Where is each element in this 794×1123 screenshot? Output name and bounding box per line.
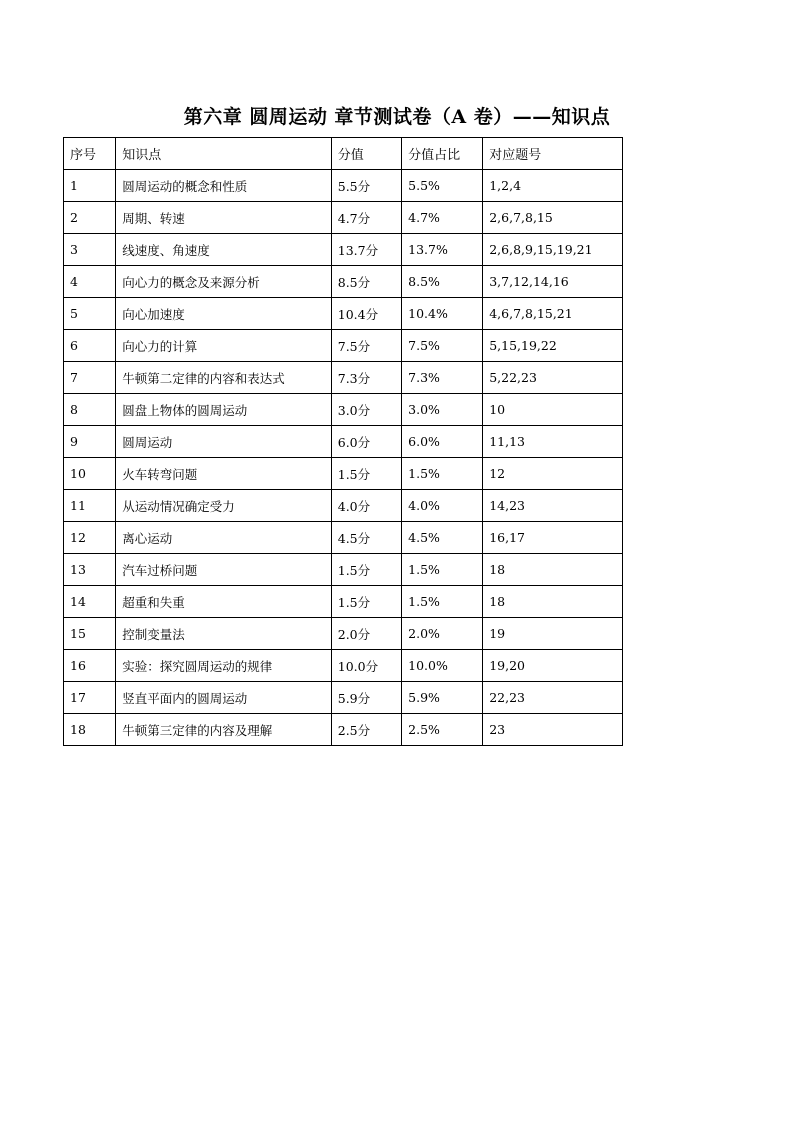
table-row bbox=[64, 682, 623, 714]
header-score-ratio: 分值占比 bbox=[402, 138, 483, 170]
cell-score-ratio: 10.0% bbox=[402, 650, 483, 682]
cell-question-numbers: 19 bbox=[483, 618, 623, 650]
cell-score: 1.5分 bbox=[331, 586, 401, 618]
header-question-numbers: 对应题号 bbox=[483, 138, 623, 170]
table-row bbox=[64, 170, 623, 202]
cell-question-numbers: 16,17 bbox=[483, 522, 623, 554]
cell-score: 3.0分 bbox=[331, 394, 401, 426]
cell-knowledge-point: 汽车过桥问题 bbox=[116, 554, 331, 586]
cell-question-numbers: 4,6,7,8,15,21 bbox=[483, 298, 623, 330]
cell-score-ratio: 4.5% bbox=[402, 522, 483, 554]
cell-seq: 3 bbox=[64, 234, 116, 266]
cell-seq: 17 bbox=[64, 682, 116, 714]
cell-question-numbers: 14,23 bbox=[483, 490, 623, 522]
cell-score-ratio: 6.0% bbox=[402, 426, 483, 458]
cell-score-ratio: 4.7% bbox=[402, 202, 483, 234]
cell-score-ratio: 5.5% bbox=[402, 170, 483, 202]
cell-knowledge-point: 火车转弯问题 bbox=[116, 458, 331, 490]
cell-seq: 5 bbox=[64, 298, 116, 330]
table-row bbox=[64, 234, 623, 266]
cell-knowledge-point: 控制变量法 bbox=[116, 618, 331, 650]
cell-question-numbers: 11,13 bbox=[483, 426, 623, 458]
table-row bbox=[64, 426, 623, 458]
cell-score: 10.0分 bbox=[331, 650, 401, 682]
table-row bbox=[64, 522, 623, 554]
cell-seq: 7 bbox=[64, 362, 116, 394]
cell-score-ratio: 1.5% bbox=[402, 554, 483, 586]
cell-score: 5.9分 bbox=[331, 682, 401, 714]
cell-seq: 16 bbox=[64, 650, 116, 682]
header-score: 分值 bbox=[331, 138, 401, 170]
cell-seq: 4 bbox=[64, 266, 116, 298]
cell-score: 7.5分 bbox=[331, 330, 401, 362]
cell-score: 5.5分 bbox=[331, 170, 401, 202]
cell-knowledge-point: 离心运动 bbox=[116, 522, 331, 554]
table-row bbox=[64, 330, 623, 362]
cell-score: 10.4分 bbox=[331, 298, 401, 330]
cell-seq: 12 bbox=[64, 522, 116, 554]
cell-knowledge-point: 线速度、角速度 bbox=[116, 234, 331, 266]
cell-score: 2.5分 bbox=[331, 714, 401, 746]
cell-question-numbers: 2,6,7,8,15 bbox=[483, 202, 623, 234]
cell-seq: 6 bbox=[64, 330, 116, 362]
cell-score: 7.3分 bbox=[331, 362, 401, 394]
cell-question-numbers: 19,20 bbox=[483, 650, 623, 682]
table-row bbox=[64, 618, 623, 650]
cell-seq: 8 bbox=[64, 394, 116, 426]
table-body bbox=[64, 170, 623, 746]
cell-knowledge-point: 向心力的概念及来源分析 bbox=[116, 266, 331, 298]
table-row bbox=[64, 202, 623, 234]
cell-score: 8.5分 bbox=[331, 266, 401, 298]
cell-knowledge-point: 竖直平面内的圆周运动 bbox=[116, 682, 331, 714]
cell-knowledge-point: 实验：探究圆周运动的规律 bbox=[116, 650, 331, 682]
table-row bbox=[64, 714, 623, 746]
cell-score: 4.5分 bbox=[331, 522, 401, 554]
cell-seq: 15 bbox=[64, 618, 116, 650]
cell-score-ratio: 10.4% bbox=[402, 298, 483, 330]
table-row bbox=[64, 490, 623, 522]
cell-score-ratio: 5.9% bbox=[402, 682, 483, 714]
table-row bbox=[64, 298, 623, 330]
cell-seq: 13 bbox=[64, 554, 116, 586]
page-title: 第六章 圆周运动 章节测试卷（A 卷）——知识点 bbox=[183, 106, 611, 128]
cell-score-ratio: 7.5% bbox=[402, 330, 483, 362]
table-row bbox=[64, 266, 623, 298]
cell-question-numbers: 18 bbox=[483, 586, 623, 618]
cell-score: 6.0分 bbox=[331, 426, 401, 458]
cell-knowledge-point: 牛顿第三定律的内容及理解 bbox=[116, 714, 331, 746]
cell-knowledge-point: 从运动情况确定受力 bbox=[116, 490, 331, 522]
cell-score: 1.5分 bbox=[331, 554, 401, 586]
cell-score: 4.7分 bbox=[331, 202, 401, 234]
cell-knowledge-point: 向心力的计算 bbox=[116, 330, 331, 362]
cell-knowledge-point: 向心加速度 bbox=[116, 298, 331, 330]
cell-question-numbers: 5,15,19,22 bbox=[483, 330, 623, 362]
cell-question-numbers: 10 bbox=[483, 394, 623, 426]
cell-knowledge-point: 牛顿第二定律的内容和表达式 bbox=[116, 362, 331, 394]
table-row bbox=[64, 458, 623, 490]
table-row bbox=[64, 554, 623, 586]
cell-question-numbers: 18 bbox=[483, 554, 623, 586]
cell-knowledge-point: 圆盘上物体的圆周运动 bbox=[116, 394, 331, 426]
cell-question-numbers: 1,2,4 bbox=[483, 170, 623, 202]
cell-seq: 11 bbox=[64, 490, 116, 522]
cell-question-numbers: 22,23 bbox=[483, 682, 623, 714]
cell-question-numbers: 3,7,12,14,16 bbox=[483, 266, 623, 298]
cell-question-numbers: 23 bbox=[483, 714, 623, 746]
cell-seq: 18 bbox=[64, 714, 116, 746]
cell-score: 13.7分 bbox=[331, 234, 401, 266]
cell-score-ratio: 8.5% bbox=[402, 266, 483, 298]
cell-score-ratio: 2.5% bbox=[402, 714, 483, 746]
cell-score-ratio: 1.5% bbox=[402, 586, 483, 618]
cell-knowledge-point: 周期、转速 bbox=[116, 202, 331, 234]
table-header-row bbox=[64, 138, 623, 170]
cell-score-ratio: 3.0% bbox=[402, 394, 483, 426]
cell-score-ratio: 13.7% bbox=[402, 234, 483, 266]
header-seq: 序号 bbox=[64, 138, 116, 170]
cell-knowledge-point: 圆周运动 bbox=[116, 426, 331, 458]
cell-score-ratio: 4.0% bbox=[402, 490, 483, 522]
cell-question-numbers: 12 bbox=[483, 458, 623, 490]
cell-seq: 14 bbox=[64, 586, 116, 618]
cell-question-numbers: 2,6,8,9,15,19,21 bbox=[483, 234, 623, 266]
cell-score-ratio: 7.3% bbox=[402, 362, 483, 394]
cell-score-ratio: 2.0% bbox=[402, 618, 483, 650]
cell-knowledge-point: 超重和失重 bbox=[116, 586, 331, 618]
cell-score-ratio: 1.5% bbox=[402, 458, 483, 490]
table-row bbox=[64, 362, 623, 394]
cell-seq: 2 bbox=[64, 202, 116, 234]
cell-score: 2.0分 bbox=[331, 618, 401, 650]
cell-question-numbers: 5,22,23 bbox=[483, 362, 623, 394]
cell-seq: 10 bbox=[64, 458, 116, 490]
table-row bbox=[64, 394, 623, 426]
cell-knowledge-point: 圆周运动的概念和性质 bbox=[116, 170, 331, 202]
table-row bbox=[64, 586, 623, 618]
cell-seq: 9 bbox=[64, 426, 116, 458]
cell-seq: 1 bbox=[64, 170, 116, 202]
cell-score: 1.5分 bbox=[331, 458, 401, 490]
knowledge-point-table bbox=[63, 137, 623, 746]
header-knowledge-point: 知识点 bbox=[116, 138, 331, 170]
table-row bbox=[64, 650, 623, 682]
cell-score: 4.0分 bbox=[331, 490, 401, 522]
